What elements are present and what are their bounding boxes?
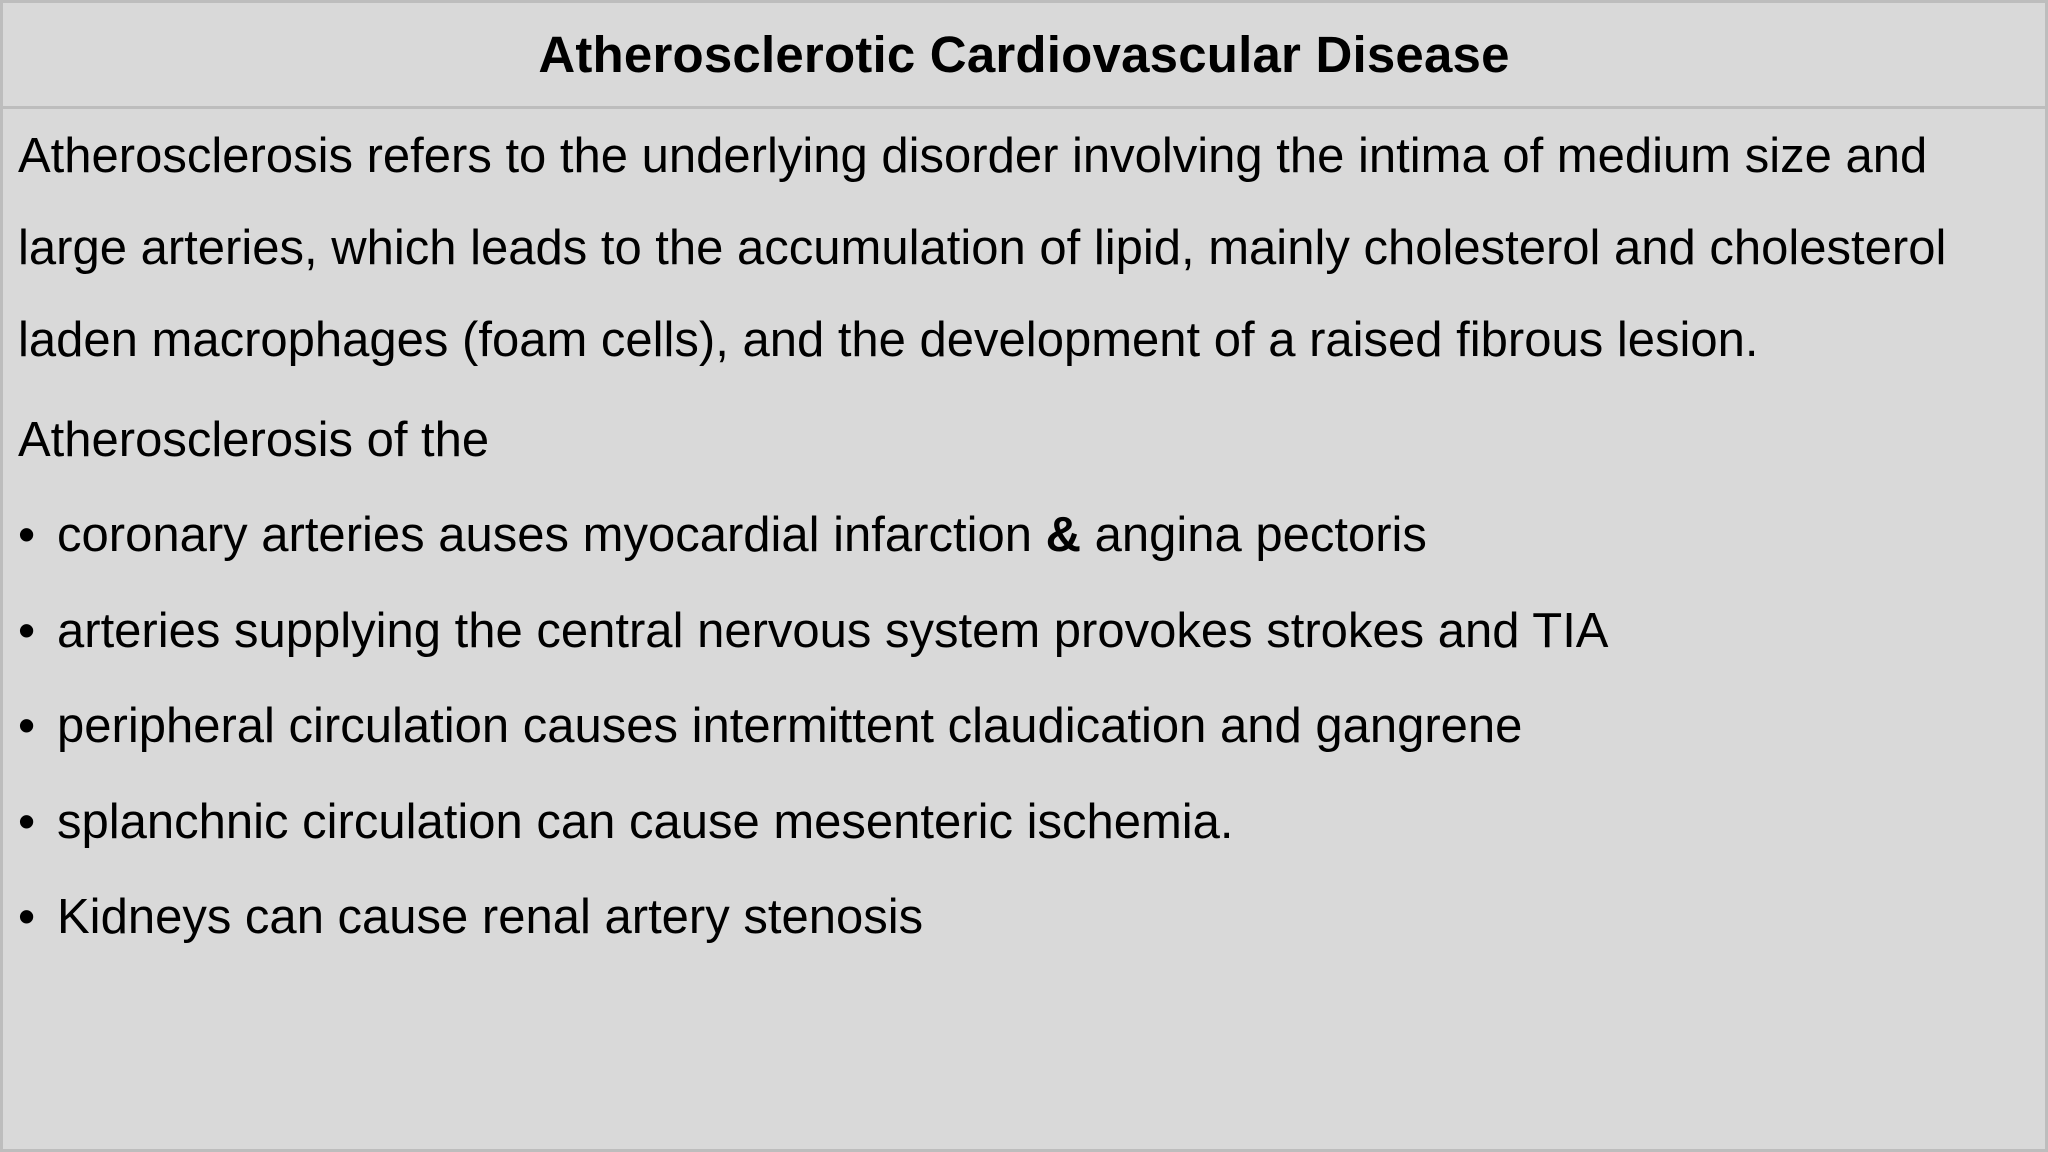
bullet-text: peripheral circulation causes intermittent claudication and gangrene <box>57 699 1523 753</box>
bullet-text: angina pectoris <box>1080 508 1427 562</box>
bullet-text: splanchnic circulation can cause mesenteric ischemia. <box>57 794 1234 849</box>
bullet-text: Kidneys can cause renal artery stenosis <box>57 890 924 944</box>
bullet-icon: • <box>18 508 36 562</box>
bullet-icon: • <box>18 794 36 849</box>
bullet-icon: • <box>18 603 36 658</box>
lead-text: Atherosclerosis of the <box>18 413 490 467</box>
bullet-text: coronary arteries auses myocardial infarction <box>57 508 1046 562</box>
bullet-item <box>18 679 2038 775</box>
intro-paragraph: Atherosclerosis refers to the underlying disorder involving the intima of medium size and large arteries, which leads to the accumulation of lipid, mainly cholesterol and cholesterol laden macrophages (foam cells), and the development of a raised fibrous lesion. <box>18 129 1947 367</box>
bullet-icon: • <box>18 699 36 753</box>
bullet-icon: • <box>18 890 36 944</box>
bullet-text: arteries supplying the central nervous system provokes strokes and TIA <box>57 603 1609 658</box>
bullet-item <box>18 584 2038 680</box>
slide-header <box>3 3 2045 109</box>
bullet-list <box>18 488 2038 966</box>
slide-content <box>18 129 2038 966</box>
bullet-item <box>18 870 2038 966</box>
bullet-item <box>18 775 2038 871</box>
slide-title: Atherosclerotic Cardiovascular Disease <box>538 26 1510 83</box>
bullet-item <box>18 488 2038 584</box>
bullet-bold-ampersand: & <box>1045 508 1081 562</box>
